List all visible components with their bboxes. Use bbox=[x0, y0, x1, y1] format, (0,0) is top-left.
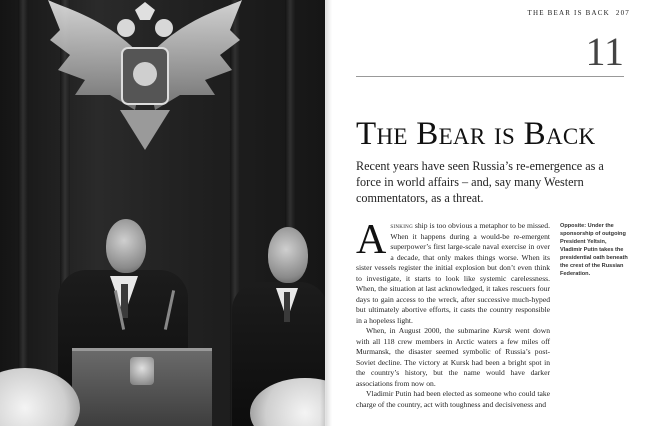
chapter-title: The Bear is Back bbox=[356, 116, 596, 152]
photo-caption: Opposite: Under the sponsorship of outgoing President Yeltsin, Vladimir Putin takes the presidential oath beneath the crest of the Russian Federation. bbox=[560, 223, 628, 277]
paragraph-text: ship is too obvious a metaphor to be missed. When it happens during a would-be re-emergent superpower’s first large-scale naval exercise in over a decade, that only makes things worse. When its sister vessels register the initial explosion but don’t even think to investigate, it starts to look like systemic carelessness. When, the situation at last acknowledged, it takes rescuers four days to gain access to the wreck, after successive much-hyped but ultimately abortive efforts, it casts the country responsible in a hopeless light. bbox=[356, 221, 550, 325]
paragraph bbox=[356, 389, 550, 410]
running-head bbox=[470, 9, 630, 17]
paragraph bbox=[356, 217, 550, 326]
paragraph bbox=[356, 326, 550, 389]
paragraph-text: Vladimir Putin had been elected as someone who could take charge of the country, act with toughness and decisiveness and bbox=[356, 389, 550, 409]
chapter-number: 11 bbox=[585, 29, 624, 74]
curtain-fold bbox=[18, 0, 28, 426]
paragraph-text: went down with all 118 crew members in Arctic waters a few miles off Murmansk, the disaster seemed symbolic of Russia’s post-Soviet decline. The victory at Kursk had been a bright spot in the country’s history, but the name would have darker associations from now on. bbox=[356, 326, 550, 388]
lectern bbox=[72, 348, 212, 426]
drop-cap: A bbox=[356, 217, 387, 263]
body-text bbox=[356, 217, 550, 410]
running-head-title: THE BEAR IS BACK bbox=[527, 9, 610, 17]
chapter-rule bbox=[356, 76, 624, 77]
book-gutter bbox=[320, 0, 332, 426]
paragraph-text: When, in August 2000, the submarine bbox=[366, 326, 494, 335]
ship-name: Kursk bbox=[493, 326, 512, 335]
lead-in-smallcaps: sinking bbox=[390, 221, 413, 230]
double-headed-eagle-crest-icon bbox=[40, 0, 250, 150]
page-number: 207 bbox=[615, 9, 630, 17]
eagle-emblem-icon bbox=[130, 357, 154, 385]
chapter-standfirst: Recent years have seen Russia’s re-emergence as a force in world affairs – and, say many Western commentators, as a threat. bbox=[356, 159, 604, 205]
